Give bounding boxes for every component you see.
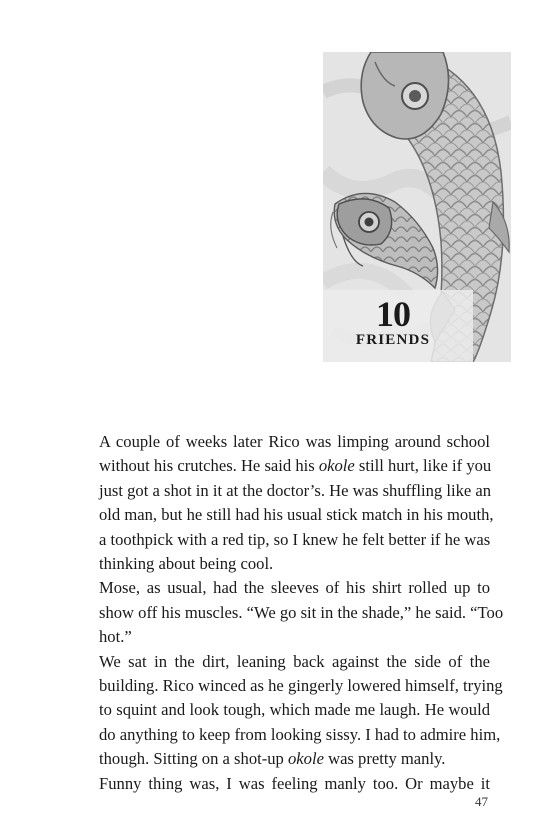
text-line: to squint and look tough, which made me laugh. He would (99, 700, 490, 720)
text-line: a toothpick with a red tip, so I knew he felt better if he was (99, 529, 491, 549)
text-line: We sat in the dirt, leaning back against the side of the (99, 651, 490, 671)
page-number: 47 (475, 794, 488, 809)
chapter-number: 10 (376, 294, 410, 334)
paragraph (72, 430, 494, 576)
text-line: do anything to keep from looking sissy. I had to admire him, (99, 724, 501, 744)
text-line: show off his muscles. “We go sit in the shade,” he said. “Too (99, 602, 504, 622)
text-line: just got a shot in it at the doctor’s. He was shuffling like an (99, 480, 492, 500)
text-line: Funny thing was, I was feeling manly too. Or maybe it (99, 773, 490, 793)
italic-word: okole (318, 456, 355, 476)
paragraph (72, 576, 504, 649)
text-line: hot.” (99, 627, 132, 647)
paragraph (72, 650, 503, 772)
chapter-title: FRIENDS (355, 332, 431, 348)
text-line: old man, but he still had his usual stick match in his mouth, (99, 505, 494, 525)
body-text (72, 430, 504, 796)
text-line: A couple of weeks later Rico was limping around school (99, 432, 490, 451)
text-line: Mose, as usual, had the sleeves of his shirt rolled up to (99, 578, 490, 598)
text-line: though. Sitting on a shot-up okole was pretty manly. (99, 749, 446, 769)
text-line: without his crutches. He said his okole still hurt, like if you (99, 456, 492, 476)
italic-word: okole (288, 749, 324, 769)
text-line: thinking about being cool. (99, 554, 274, 574)
paragraph (72, 772, 490, 796)
text-line: building. Rico winced as he gingerly lowered himself, trying (99, 676, 503, 696)
